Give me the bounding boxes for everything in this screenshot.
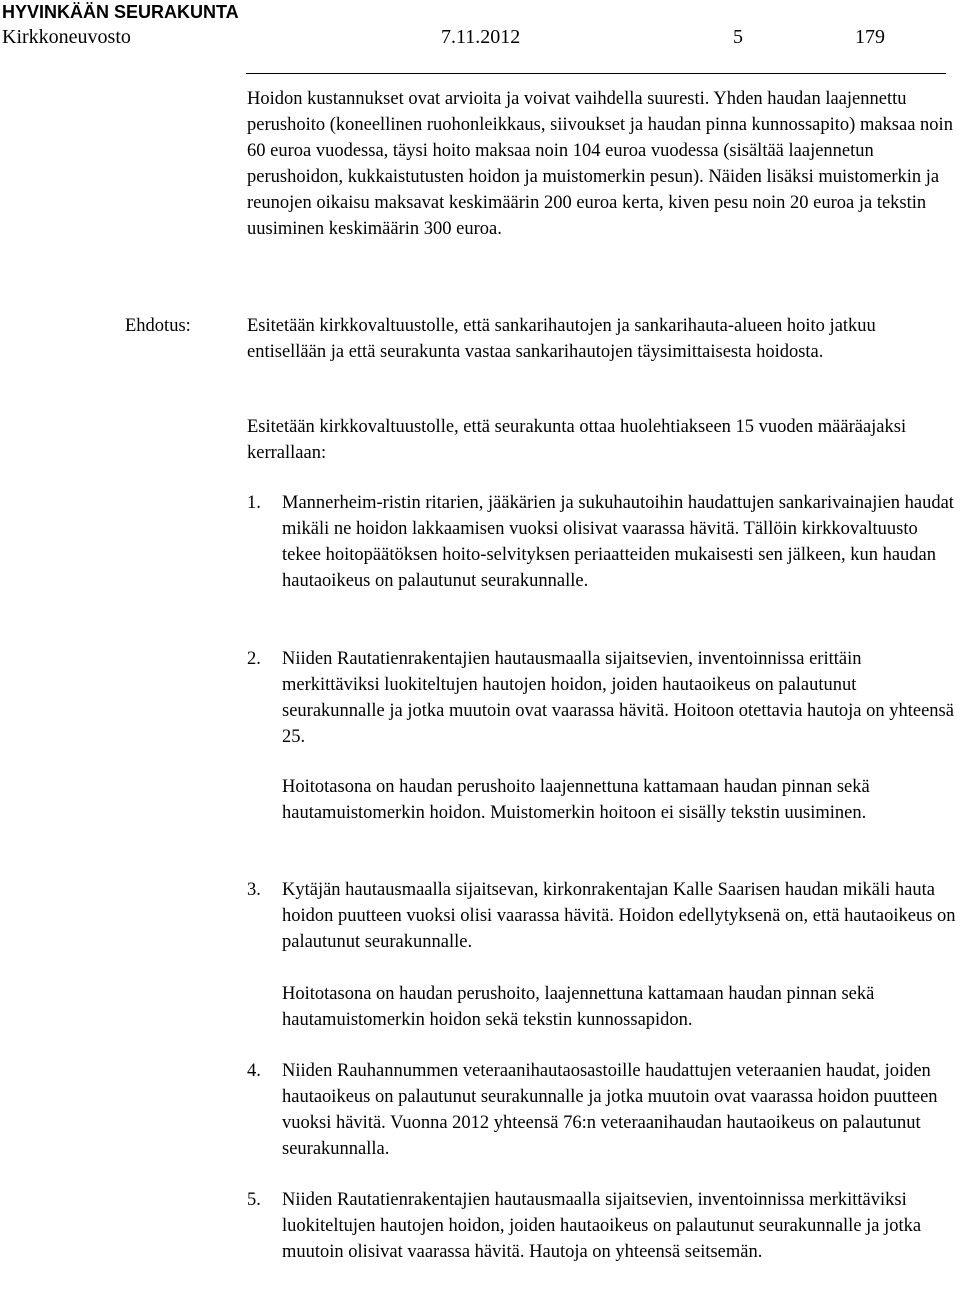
list-item-note: Hoitotasona on haudan perushoito, laajennettuna kattamaan haudan pinnan sekä hautamuistomerkin hoidon sekä tekstin kunnossapidon.	[282, 984, 875, 1030]
list-item-note: Hoitotasona on haudan perushoito laajennettuna kattamaan haudan pinnan sekä hautamuistomerkin hoidon. Muistomerkin hoitoon ei sisälly tekstin uusiminen.	[282, 777, 870, 823]
list-item-text: Niiden Rautatienrakentajien hautausmaalla sijaitsevien, inventoinnissa merkittäviksi luokiteltujen hautojen hoidon, joiden hautaoikeus on palautunut seurakunnalle ja jotka muutoin olisivat vaarassa hävitä. Hautoja on yhteensä seitsemän.	[282, 1190, 922, 1262]
list-item-number: 5.	[247, 1190, 261, 1210]
list-item-text: Niiden Rautatienrakentajien hautausmaalla sijaitsevien, inventoinnissa erittäin merkittäviksi luokiteltujen hautojen hoidon, joiden hautaoikeus on palautunut seurakunnalle ja jotka muutoin ovat vaarassa hävitä. Hoitoon otettavia hautoja on yhteensä 25.	[282, 649, 954, 747]
cost-paragraph: Hoidon kustannukset ovat arvioita ja voivat vaihdella suuresti. Yhden haudan laajennettu perushoito (koneellinen ruohonleikkaus, siivoukset ja haudan pinna kunnossapito) maksaa noin 60 euroa vuodessa, täysi hoito maksaa noin 104 euroa vuodessa (sisältää laajennetun perushoidon, kukkaistutusten hoidon ja muistomerkin pesun). Näiden lisäksi muistomerkin ja reunojen oikaisu maksavat keskimäärin 200 euroa kerta, kiven pesu noin 20 euroa ja tekstin uusiminen keskimäärin 300 euroa.	[247, 89, 953, 239]
list-item-number: 4.	[247, 1061, 261, 1081]
section-number: 5	[733, 26, 743, 48]
list-item-text: Niiden Rauhannummen veteraanihautaosastoille haudattujen veteraanien haudat, joiden hautaoikeus on palautunut seurakunnalle ja jotka muutoin ovat vaarassa hoidon puutteen vuoksi hävitä. Vuonna 2012 yhteensä 76:n veteraanihaudan hautaoikeus on palautunut seurakunnalla.	[282, 1061, 938, 1159]
proposal-label: Ehdotus:	[125, 316, 191, 336]
list-item-number: 1.	[247, 493, 261, 513]
proposal-paragraph-2: Esitetään kirkkovaltuustolle, että seurakunta ottaa huolehtiakseen 15 vuoden määräajaksi kerrallaan:	[247, 417, 907, 463]
header-divider	[246, 73, 946, 74]
meeting-body: Kirkkoneuvosto	[2, 26, 131, 48]
meeting-date: 7.11.2012	[441, 26, 521, 48]
list-item-text: Mannerheim-ristin ritarien, jääkärien ja sukuhautoihin haudattujen sankarivainajien haudat mikäli ne hoidon lakkaamisen vuoksi olisivat vaarassa hävitä. Tällöin kirkkovaltuusto tekee hoitopäätöksen hoito-selvityksen periaatteiden mukaisesti sen jälkeen, kun haudan hautaoikeus on palautunut seurakunnalle.	[282, 493, 954, 591]
proposal-paragraph-1: Esitetään kirkkovaltuustolle, että sankarihautojen ja sankarihauta-alueen hoito jatkuu entisellään ja että seurakunta vastaa sankarihautojen täysimittaisesta hoidosta.	[247, 316, 876, 362]
page-number: 179	[855, 26, 885, 48]
organization-name: HYVINKÄÄN SEURAKUNTA	[2, 2, 239, 22]
list-item-number: 3.	[247, 880, 261, 900]
list-item-number: 2.	[247, 649, 261, 669]
list-item-text: Kytäjän hautausmaalla sijaitsevan, kirkonrakentajan Kalle Saarisen haudan mikäli hauta hoidon puutteen vuoksi olisi vaarassa hävitä. Hoidon edellytyksenä on, että hautaoikeus on palautunut seurakunnalle.	[282, 880, 956, 952]
